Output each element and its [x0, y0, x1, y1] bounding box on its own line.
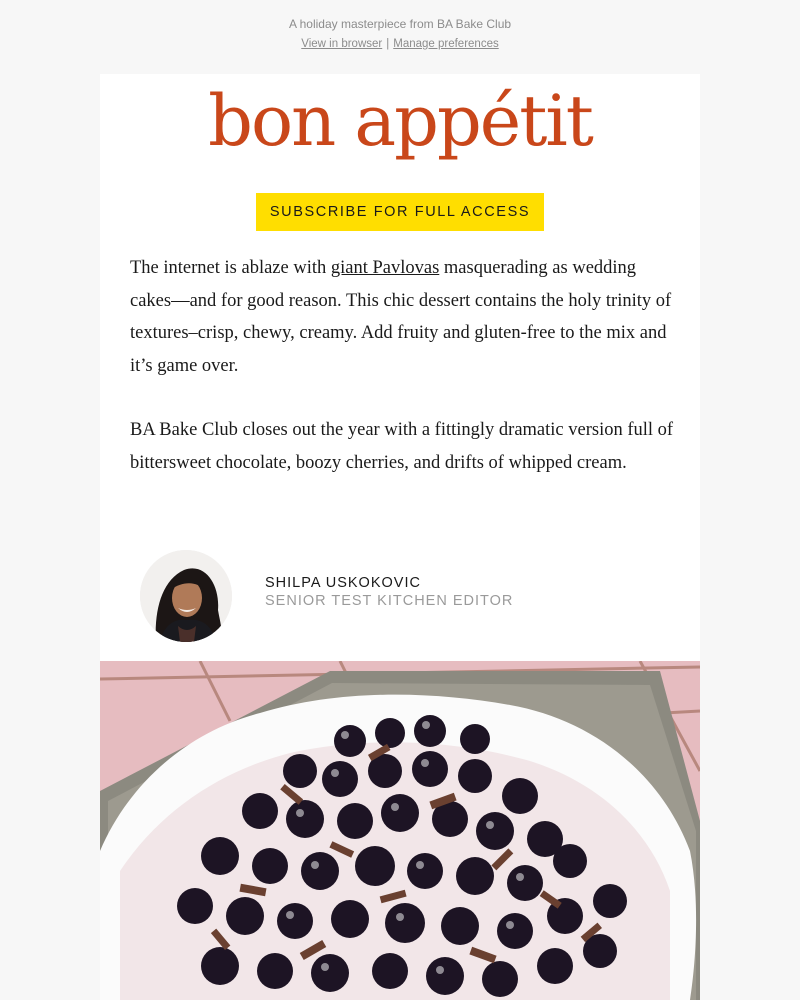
- author-title: SENIOR TEST KITCHEN EDITOR: [265, 593, 514, 609]
- preheader-links: [0, 38, 800, 50]
- email-card: [100, 74, 700, 1000]
- hero-image[interactable]: [100, 661, 700, 1000]
- author-portrait-icon: [140, 550, 232, 642]
- bon-appetit-logo[interactable]: bon appétit: [208, 80, 592, 162]
- article-paragraph-1: [130, 252, 675, 382]
- author-byline: [140, 550, 660, 642]
- p1-text-after: masquerading as wedding cakes—and for good reason. This chic dessert contains the holy trinity of textures–crisp, chewy, creamy. Add fruity and gluten-free to the mix and it’s game over.: [130, 258, 672, 376]
- preheader-tagline: A holiday masterpiece from BA Bake Club: [288, 17, 512, 31]
- subscribe-button[interactable]: SUBSCRIBE FOR FULL ACCESS: [256, 193, 544, 231]
- author-name: SHILPA USKOKOVIC: [265, 575, 421, 591]
- author-avatar: [140, 550, 232, 642]
- article-body: [130, 252, 675, 511]
- article-paragraph-2: BA Bake Club closes out the year with a fittingly dramatic version full of bittersweet chocolate, boozy cherries, and drifts of whipped cream.: [130, 420, 674, 473]
- manage-preferences-link[interactable]: Manage preferences: [393, 38, 499, 50]
- p1-text-before: The internet is ablaze with: [130, 258, 331, 278]
- giant-pavlovas-link[interactable]: giant Pavlovas: [330, 258, 440, 278]
- view-in-browser-link[interactable]: View in browser: [301, 38, 383, 50]
- pavlova-photo-icon: [100, 661, 700, 1000]
- link-separator: |: [386, 38, 390, 50]
